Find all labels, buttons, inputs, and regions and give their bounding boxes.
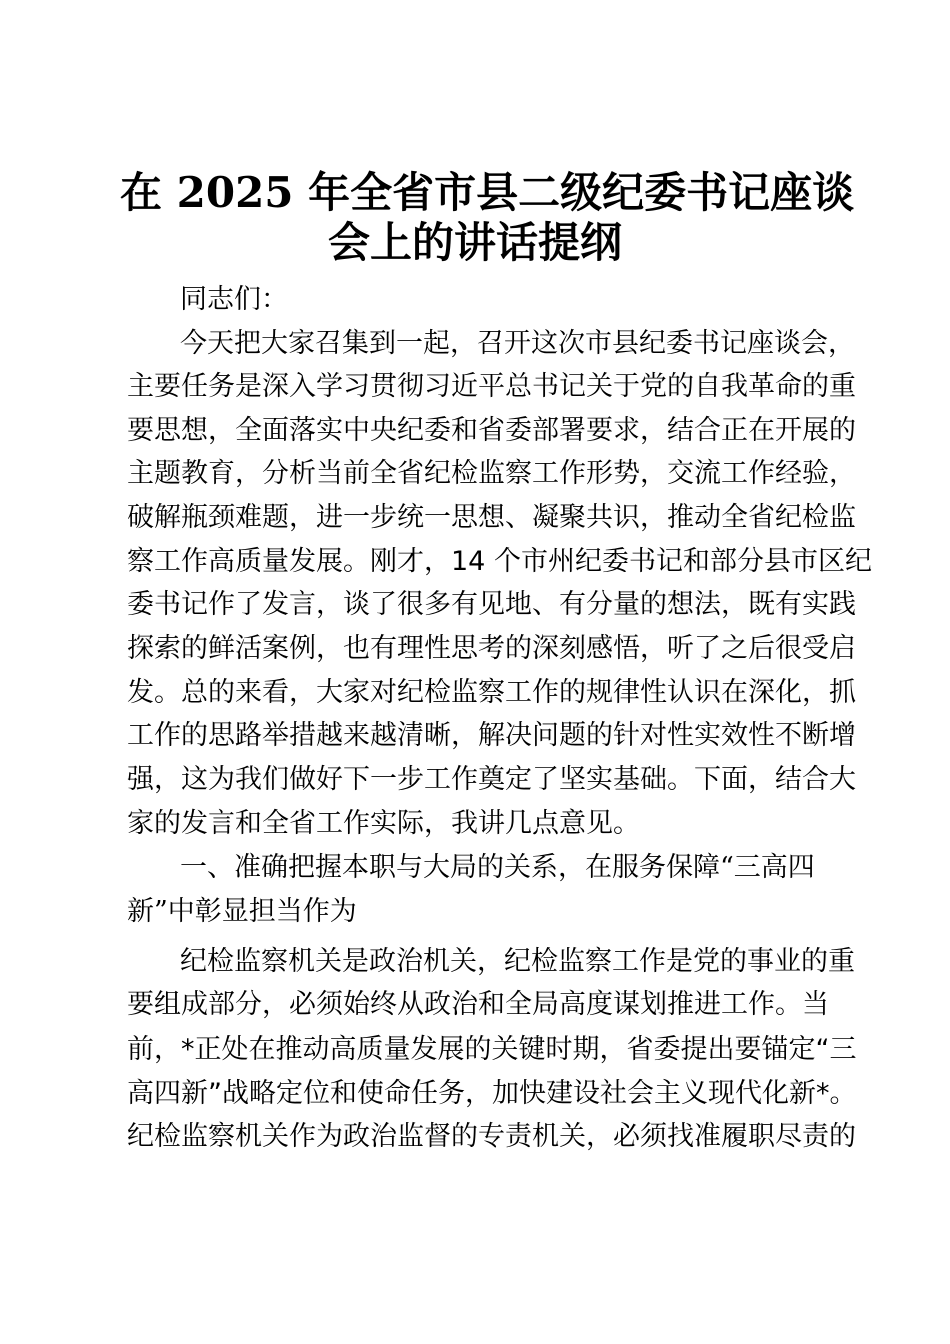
body-text-line: 今天把大家召集到一起，召开这次市县纪委书记座谈会， xyxy=(180,328,855,359)
body-text-line: 纪检监察机关作为政治监督的专责机关，必须找准履职尽责的 xyxy=(127,1121,856,1152)
document-title-line-1: 在 2025 年全省市县二级纪委书记座谈 xyxy=(120,168,855,217)
body-text-line: 同志们： xyxy=(180,284,288,315)
body-text-line: 工作的思路举措越来越清晰，解决问题的针对性实效性不断增 xyxy=(127,720,856,751)
body-text-line: 主题教育，分析当前全省纪检监察工作形势，交流工作经验， xyxy=(127,458,856,489)
document-title-line-2: 会上的讲话提纲 xyxy=(327,218,622,267)
body-text-line: 发。总的来看，大家对纪检监察工作的规律性认识在深化，抓 xyxy=(127,677,856,708)
body-text-line: 纪检监察机关是政治机关，纪检监察工作是党的事业的重 xyxy=(180,946,855,977)
body-text-line: 前，*正处在推动高质量发展的关键时期，省委提出要锚定“三 xyxy=(127,1034,857,1065)
section-heading-line: 一、准确把握本职与大局的关系，在服务保障“三高四 xyxy=(180,852,815,883)
body-text-line: 主要任务是深入学习贯彻习近平总书记关于党的自我革命的重 xyxy=(127,371,856,402)
body-text-line: 要组成部分，必须始终从政治和全局高度谋划推进工作。当 xyxy=(127,989,829,1020)
body-text-line: 察工作高质量发展。刚才，14 个市州纪委书记和部分县市区纪 xyxy=(127,546,872,577)
body-text-line: 探索的鲜活案例，也有理性思考的深刻感悟，听了之后很受启 xyxy=(127,633,856,664)
body-text-line: 高四新”战略定位和使命任务，加快建设社会主义现代化新*。 xyxy=(127,1078,857,1109)
body-text-line: 要思想，全面落实中央纪委和省委部署要求，结合正在开展的 xyxy=(127,415,856,446)
section-heading-line: 新”中彰显担当作为 xyxy=(127,896,357,927)
body-text-line: 强，这为我们做好下一步工作奠定了坚实基础。下面，结合大 xyxy=(127,764,856,795)
body-text-line: 委书记作了发言，谈了很多有见地、有分量的想法，既有实践 xyxy=(127,589,856,620)
body-text-line: 家的发言和全省工作实际，我讲几点意见。 xyxy=(127,808,640,839)
body-text-line: 破解瓶颈难题，进一步统一思想、凝聚共识，推动全省纪检监 xyxy=(127,502,856,533)
